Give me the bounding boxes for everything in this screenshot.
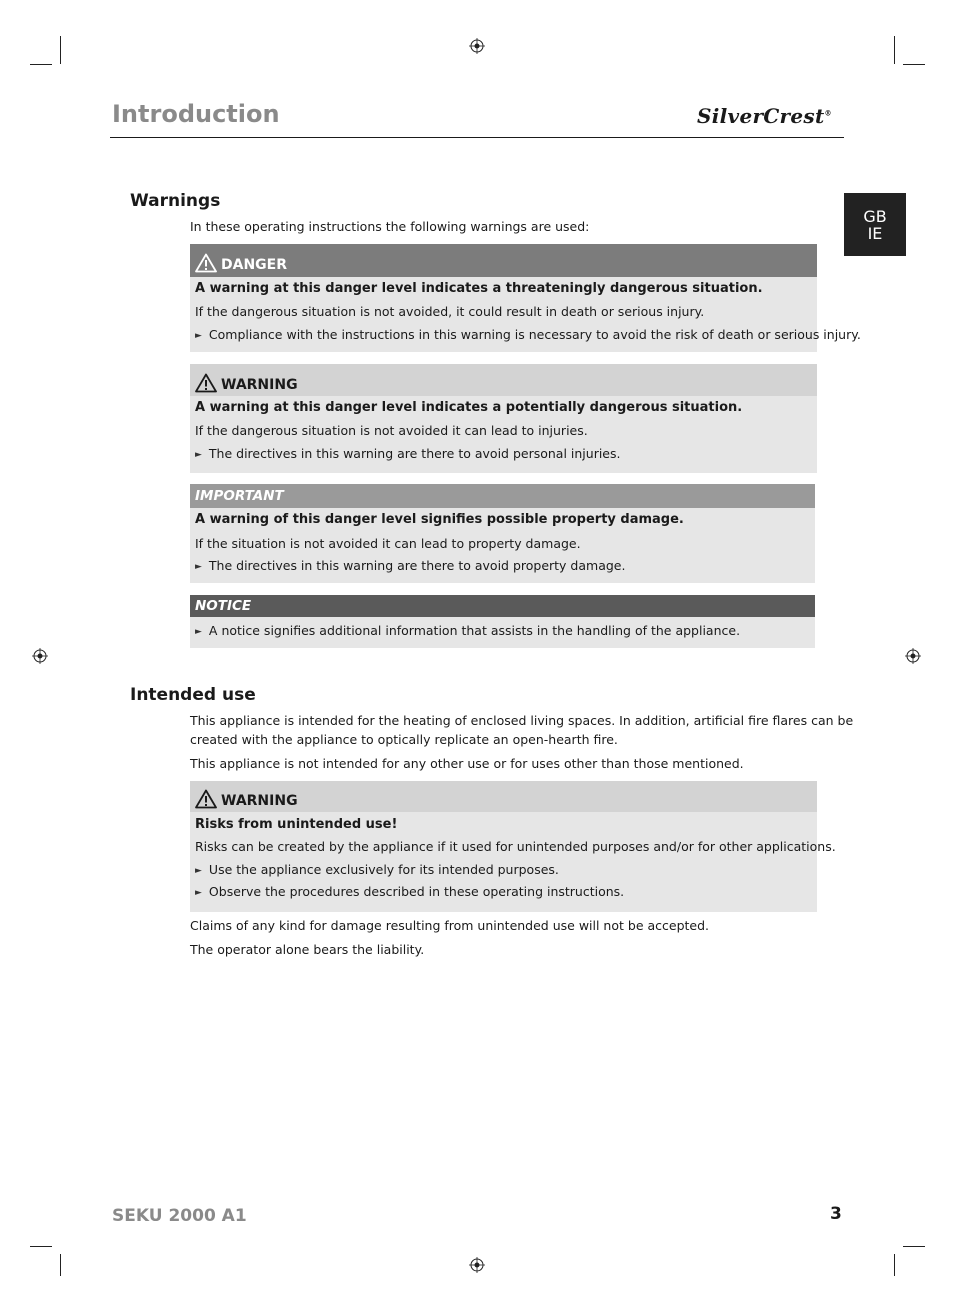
warning-header xyxy=(190,781,817,812)
warning-header xyxy=(190,364,817,396)
arrow-right-icon: ► xyxy=(195,866,202,876)
arrow-right-icon: ► xyxy=(195,450,202,460)
language-tab xyxy=(844,193,906,256)
crop-mark xyxy=(60,36,61,64)
registration-mark-icon xyxy=(469,1257,485,1273)
warning-statement: A warning at this danger level indicates a potentially dangerous situation. xyxy=(195,400,743,415)
important-instruction: The directives in this warning are there to avoid property damage. xyxy=(208,558,626,573)
warning-instruction: Observe the procedures described in these operating instructions. xyxy=(208,884,625,899)
list-item xyxy=(195,623,740,638)
warning-triangle-icon xyxy=(195,253,217,273)
registration-mark-icon xyxy=(32,648,48,664)
liability-statement: The operator alone bears the liability. xyxy=(190,942,425,957)
claims-statement: Claims of any kind for damage resulting from unintended use will not be accepted. xyxy=(190,918,710,933)
language-code: GB xyxy=(863,207,887,226)
model-name: SEKU 2000 A1 xyxy=(112,1206,247,1226)
section-heading-warnings: Warnings xyxy=(130,191,221,211)
registration-mark-icon xyxy=(469,38,485,54)
registration-mark-icon xyxy=(905,648,921,664)
language-code: IE xyxy=(867,224,883,243)
brand-mark: ® xyxy=(824,108,832,118)
brand-name: SilverCrest xyxy=(697,104,825,128)
crop-mark xyxy=(30,1246,52,1247)
danger-header xyxy=(190,244,817,277)
list-item xyxy=(195,558,625,573)
brand-logo xyxy=(697,104,832,128)
important-consequence: If the situation is not avoided it can lead to property damage. xyxy=(195,536,581,551)
page-number: 3 xyxy=(830,1204,842,1224)
list-item xyxy=(195,327,861,342)
notice-header xyxy=(190,595,815,617)
section-heading-intended-use: Intended use xyxy=(130,685,256,705)
warning-instruction: Use the appliance exclusively for its intended purposes. xyxy=(208,862,559,877)
warning-statement: Risks from unintended use! xyxy=(195,817,398,832)
warning-label: WARNING xyxy=(221,377,298,393)
warning-instruction: The directives in this warning are there to avoid personal injuries. xyxy=(208,446,621,461)
list-item xyxy=(195,884,624,899)
warnings-intro: In these operating instructions the following warnings are used: xyxy=(190,219,590,234)
danger-consequence: If the dangerous situation is not avoided, it could result in death or serious injury. xyxy=(195,304,705,319)
crop-mark xyxy=(903,64,925,65)
danger-label: DANGER xyxy=(221,257,288,273)
warning-box xyxy=(190,364,817,473)
crop-mark xyxy=(894,1254,895,1276)
notice-text: A notice signifies additional information that assists in the handling of the appliance. xyxy=(208,623,741,638)
crop-mark xyxy=(30,64,52,65)
warning-triangle-icon xyxy=(195,373,217,393)
notice-label: NOTICE xyxy=(195,598,252,614)
crop-mark xyxy=(60,1254,61,1276)
important-box xyxy=(190,484,815,583)
header-rule xyxy=(110,137,844,138)
crop-mark xyxy=(894,36,895,64)
page-title: Introduction xyxy=(112,100,280,128)
intended-use-exclusion: This appliance is not intended for any other use or for uses other than those mentioned. xyxy=(190,756,744,771)
important-header xyxy=(190,484,815,508)
list-item xyxy=(195,446,620,461)
warning-label: WARNING xyxy=(221,793,298,809)
arrow-right-icon: ► xyxy=(195,627,202,637)
intended-use-para-line: This appliance is intended for the heating of enclosed living spaces. In addition, artificial fire flares can be xyxy=(190,713,854,728)
list-item xyxy=(195,862,559,877)
danger-statement: A warning at this danger level indicates a threateningly dangerous situation. xyxy=(195,281,763,296)
danger-instruction: Compliance with the instructions in this warning is necessary to avoid the risk of death or serious injury. xyxy=(208,327,861,342)
arrow-right-icon: ► xyxy=(195,562,202,572)
warning-consequence: Risks can be created by the appliance if it used for unintended purposes and/or for other applications. xyxy=(195,839,836,854)
important-label: IMPORTANT xyxy=(195,488,284,504)
warning-triangle-icon xyxy=(195,789,217,809)
intended-use-para-line: created with the appliance to optically replicate an open-hearth fire. xyxy=(190,732,618,747)
important-statement: A warning of this danger level signifies possible property damage. xyxy=(195,512,684,527)
danger-box xyxy=(190,244,861,352)
arrow-right-icon: ► xyxy=(195,331,202,341)
arrow-right-icon: ► xyxy=(195,888,202,898)
crop-mark xyxy=(903,1246,925,1247)
warning-consequence: If the dangerous situation is not avoided it can lead to injuries. xyxy=(195,423,588,438)
notice-box xyxy=(190,595,815,648)
warning-box-unintended-use xyxy=(190,781,836,912)
